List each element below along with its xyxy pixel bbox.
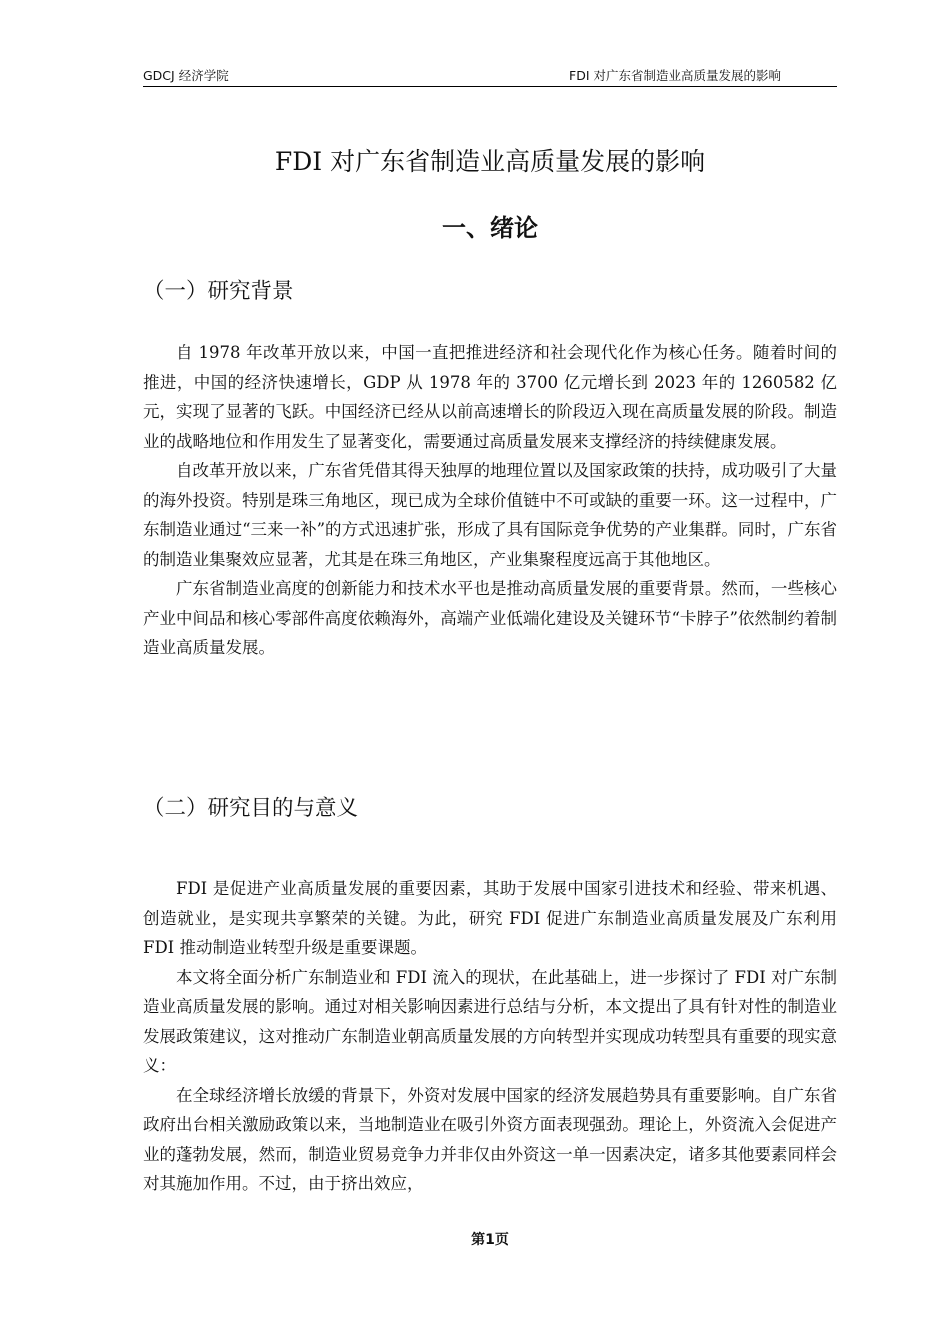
paragraph: 自改革开放以来，广东省凭借其得天独厚的地理位置以及国家政策的扶持，成功吸引了大量的海外投资。特别是珠三角地区，现已成为全球价值链中不可或缺的重要一环。这一过程中，广东制造业通过“三来一补”的方式迅速扩张，形成了具有国际竞争优势的产业集群。同时，广东省的制造业集聚效应显著，尤其是在珠三角地区，产业集聚程度远高于其他地区。 <box>143 461 837 569</box>
paragraph: FDI 是促进产业高质量发展的重要因素，其助于发展中国家引进技术和经验、带来机遇、创造就业，是实现共享繁荣的关键。为此，研究 FDI 促进广东制造业高质量发展及广东利用 FDI 推动制造业转型升级是重要课题。 <box>143 879 837 957</box>
section-title-background: （一）研究背景 <box>143 279 294 304</box>
section-body-background <box>143 338 837 663</box>
paragraph: 在全球经济增长放缓的背景下，外资对发展中国家的经济发展趋势具有重要影响。自广东省政府出台相关激励政策以来，当地制造业在吸引外资方面表现强劲。理论上，外资流入会促进产业的蓬勃发展，然而，制造业贸易竞争力并非仅由外资这一单一因素决定，诸多其他要素同样会对其施加作用。不过，由于挤出效应， <box>143 1085 837 1193</box>
paragraph: 自 1978 年改革开放以来，中国一直把推进经济和社会现代化作为核心任务。随着时间的推进，中国的经济快速增长，GDP 从 1978 年的 3700 亿元增长到 2023 年的 1260582 亿元，实现了显著的飞跃。中国经济已经从以前高速增长的阶段迈入现在高质量发展的阶段。制造业的战略地位和作用发生了显著变化，需要通过高质量发展来支撑经济的持续健康发展。 <box>143 343 837 451</box>
section-title-purpose: （二）研究目的与意义 <box>143 796 359 821</box>
document-title: FDI 对广东省制造业高质量发展的影响 <box>274 147 706 176</box>
chapter-title: 一、绪论 <box>442 214 538 242</box>
header-institution: GDCJ 经济学院 <box>143 68 229 83</box>
page-header <box>143 66 837 87</box>
paragraph: 广东省制造业高度的创新能力和技术水平也是推动高质量发展的重要背景。然而，一些核心产业中间品和核心零部件高度依赖海外，高端产业低端化建设及关键环节“卡脖子”依然制约着制造业高质量发展。 <box>143 579 837 657</box>
paragraph: 本文将全面分析广东制造业和 FDI 流入的现状，在此基础上，进一步探讨了 FDI 对广东制造业高质量发展的影响。通过对相关影响因素进行总结与分析，本文提出了具有针对性的制造业发展政策建议，这对推动广东制造业朝高质量发展的方向转型并实现成功转型具有重要的现实意义： <box>143 967 837 1075</box>
header-doc-title: FDI 对广东省制造业高质量发展的影响 <box>569 68 781 83</box>
page-number: 第1页 <box>471 1232 509 1248</box>
section-body-purpose <box>143 874 837 1199</box>
